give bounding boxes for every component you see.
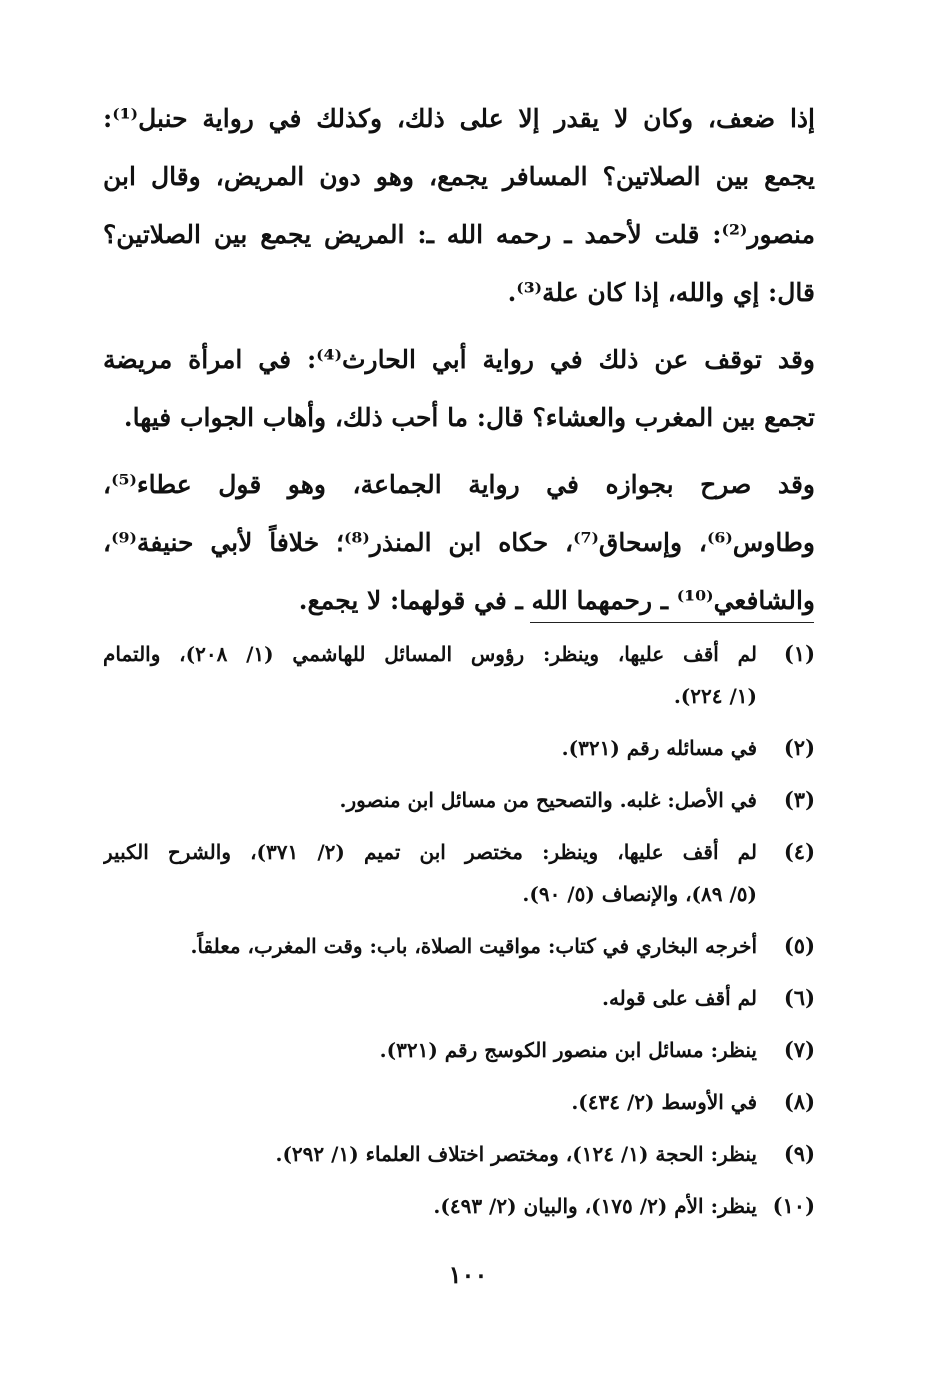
footnote-number: (١٠) — [772, 1193, 815, 1218]
footnote-number: (٥) — [783, 933, 815, 958]
footnote-number: (٨) — [783, 1089, 815, 1114]
text-line: منصور⁽²⁾: قلت لأحمد ـ رحمه الله ـ: المريض يجمع بين الصلاتين؟ — [103, 220, 815, 249]
footnote-number: (٦) — [783, 985, 815, 1010]
footnote-line: أخرجه البخاري في كتاب: مواقيت الصلاة، باب: وقت المغرب، معلقاً. — [190, 934, 757, 958]
footnote-text — [103, 831, 757, 915]
paragraph-1 — [103, 90, 815, 322]
text-line: إذا ضعف، وكان لا يقدر إلا على ذلك، وكذلك في رواية حنبل⁽¹⁾: — [103, 104, 815, 133]
paragraph-3 — [103, 456, 815, 630]
footnote-line: ينظر: الحجة (١/ ١٢٤)، ومختصر اختلاف العلماء (١/ ٢٩٢). — [275, 1142, 757, 1166]
footnote-text — [103, 1185, 757, 1227]
text-line: وطاوس⁽⁶⁾، وإسحاق⁽⁷⁾، حكاه ابن المنذر⁽⁸⁾؛ خلافاً لأبي حنيفة⁽⁹⁾، — [103, 528, 815, 557]
footnote-number: (٧) — [783, 1037, 815, 1062]
footnote-line: ينظر: الأم (٢/ ١٧٥)، والبيان (٢/ ٤٩٣). — [433, 1194, 757, 1218]
footnote-number: (٢) — [783, 735, 815, 760]
footnote-7 — [103, 1029, 815, 1071]
footnote-line: لم أقف عليها، وينظر: رؤوس المسائل للهاشمي (١/ ٢٠٨)، والتمام — [103, 642, 757, 666]
footnote-number: (١) — [783, 641, 815, 666]
footnote-9 — [103, 1133, 815, 1175]
text-line: وقد صرح بجوازه في رواية الجماعة، وهو قول عطاء⁽⁵⁾، — [103, 470, 815, 499]
footnote-line: (٥/ ٨٩)، والإنصاف (٥/ ٩٠). — [522, 882, 757, 906]
footnote-5 — [103, 925, 815, 967]
text-line: تجمع بين المغرب والعشاء؟ قال: ما أحب ذلك، وأهاب الجواب فيها. — [123, 403, 815, 432]
main-text — [103, 90, 815, 639]
footnote-4 — [103, 831, 815, 915]
footnote-2 — [103, 727, 815, 769]
text-line: قال: إي والله، إذا كان علة⁽³⁾. — [507, 278, 815, 307]
footnote-text — [103, 633, 757, 717]
footnote-text — [103, 1029, 757, 1071]
text-line: يجمع بين الصلاتين؟ المسافر يجمع، وهو دون المريض، وقال ابن — [103, 162, 815, 191]
footnote-line: في الأوسط (٢/ ٤٣٤). — [571, 1090, 757, 1114]
footnote-10 — [103, 1185, 815, 1227]
footnote-text — [103, 977, 757, 1019]
footnote-number: (٤) — [783, 839, 815, 864]
footnote-line: (١/ ٢٢٤). — [673, 684, 757, 708]
text-line: والشافعي⁽¹⁰⁾ ـ رحمهما الله ـ في قولهما: لا يجمع. — [298, 586, 815, 615]
footnote-1 — [103, 633, 815, 717]
footnote-text — [103, 727, 757, 769]
footnote-text — [103, 779, 757, 821]
footnote-line: ينظر: مسائل ابن منصور الكوسج رقم (٣٢١). — [379, 1038, 757, 1062]
footnote-8 — [103, 1081, 815, 1123]
footnote-text — [103, 925, 757, 967]
footnote-line: لم أقف على قوله. — [601, 986, 757, 1010]
footnote-line: في الأصل: غلبه. والتصحيح من مسائل ابن منصور. — [339, 788, 757, 812]
paragraph-2 — [103, 331, 815, 447]
footnotes — [103, 633, 815, 1237]
footnote-text — [103, 1081, 757, 1123]
footnote-separator — [530, 622, 814, 623]
footnote-text — [103, 1133, 757, 1175]
footnote-number: (٣) — [783, 787, 815, 812]
footnote-number: (٩) — [783, 1141, 815, 1166]
footnote-line: لم أقف عليها، وينظر: مختصر ابن تميم (٢/ ٣٧١)، والشرح الكبير — [103, 840, 757, 864]
footnote-6 — [103, 977, 815, 1019]
page-number: ١٠٠ — [448, 1260, 488, 1289]
text-line: وقد توقف عن ذلك في رواية أبي الحارث⁽⁴⁾: في امرأة مريضة — [103, 345, 815, 374]
footnote-3 — [103, 779, 815, 821]
footnote-line: في مسائله رقم (٣٢١). — [561, 736, 757, 760]
